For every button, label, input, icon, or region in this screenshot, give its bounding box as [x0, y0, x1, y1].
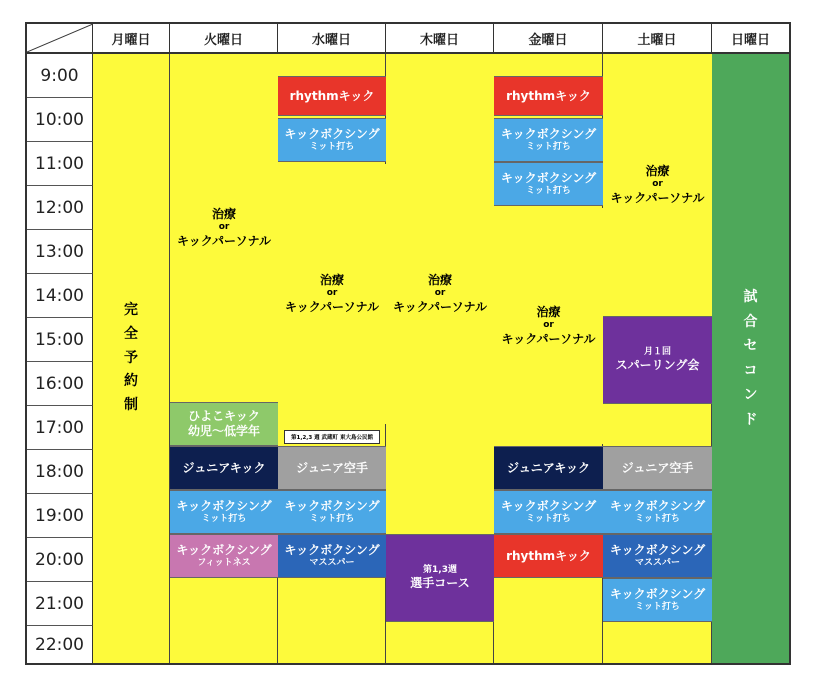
monday-char: 予: [124, 349, 138, 366]
tuesday-kickboxing-mitt-block: [170, 490, 278, 534]
wednesday-rhythm-kick-block: [278, 76, 386, 116]
block-subtitle: キックパーソナル: [501, 331, 596, 346]
time-label: 19:00: [27, 494, 93, 538]
block-subtitle: キックパーソナル: [393, 299, 487, 314]
time-label: 10:00: [27, 98, 93, 142]
block-title: ジュニアキック: [506, 460, 591, 475]
monday-column: [93, 54, 170, 663]
block-title: ジュニアキック: [182, 460, 266, 475]
sunday-char: ド: [743, 411, 758, 428]
tuesday-hiyoko-block: [170, 402, 278, 446]
wednesday-kickboxing-mitt-am-block: [278, 118, 386, 162]
wednesday-kickboxing-mitt-pm-block: [278, 490, 386, 534]
saturday-junior-karate-block: [603, 446, 712, 490]
block-subtitle: ミット打ち: [526, 141, 571, 152]
block-subtitle: ミット打ち: [526, 185, 571, 196]
tuesday-kickboxing-fitness-block: [170, 534, 278, 578]
sunday-char: ン: [743, 387, 758, 403]
header-tuesday: 火曜日: [170, 24, 278, 54]
block-title: ひよこキック: [188, 409, 260, 423]
block-subtitle: スパーリング会: [615, 358, 700, 373]
thursday-treatment-block: [386, 54, 494, 534]
sunday-char: 試: [743, 289, 758, 305]
block-title: キックボクシング: [176, 542, 272, 557]
time-label: 18:00: [27, 450, 93, 494]
header-wednesday: 水曜日: [278, 24, 386, 54]
time-label: 9:00: [27, 54, 93, 98]
friday-rhythm-kick-pm-block: [494, 534, 603, 578]
thursday-athlete-course-block: [386, 534, 494, 622]
time-label: 12:00: [27, 186, 93, 230]
monday-char: 制: [124, 397, 138, 414]
block-title: キックボクシング: [500, 126, 597, 141]
sunday-char: 合: [743, 313, 758, 330]
sunday-char: コ: [743, 362, 758, 379]
time-label: 17:00: [27, 406, 93, 450]
friday-kickboxing-mitt-1-block: [494, 118, 603, 162]
time-label: 11:00: [27, 142, 93, 186]
tuesday-treatment-block: [170, 54, 278, 402]
block-title: 治療: [645, 164, 670, 179]
block-title: 治療: [319, 273, 344, 288]
friday-treatment-block: [494, 208, 603, 444]
time-label: 16:00: [27, 362, 93, 406]
saturday-kickboxing-mitt-pm-block: [603, 490, 712, 534]
time-label: 13:00: [27, 230, 93, 274]
sunday-column: [712, 54, 789, 663]
block-or: or: [326, 288, 338, 299]
block-subtitle: ミット打ち: [635, 601, 680, 612]
header-saturday: 土曜日: [603, 24, 712, 54]
block-subtitle: 幼児〜低学年: [187, 424, 260, 438]
block-title: キックボクシング: [609, 586, 706, 601]
friday-junior-kick-block: [494, 446, 603, 490]
block-title: キックボクシング: [609, 498, 706, 513]
monday-char: 約: [124, 373, 138, 390]
weekly-schedule-grid: [25, 22, 791, 665]
block-subtitle: 選手コース: [410, 576, 470, 591]
diagonal-line-icon: [27, 24, 93, 52]
corner-cell: [27, 24, 93, 54]
block-subtitle: キックパーソナル: [285, 299, 379, 314]
header-monday: 月曜日: [93, 24, 170, 54]
saturday-kickboxing-mitt-late-block: [603, 578, 712, 622]
block-title: キックボクシング: [284, 498, 380, 513]
block-title: ジュニア空手: [621, 460, 694, 475]
time-label: 20:00: [27, 538, 93, 582]
block-title: rhythmキック: [289, 88, 375, 103]
block-title: キックボクシング: [284, 542, 380, 557]
block-subtitle: キックパーソナル: [177, 233, 271, 248]
time-label: 21:00: [27, 582, 93, 626]
wednesday-kickboxing-mass-block: [278, 534, 386, 578]
friday-kickboxing-mitt-2-block: [494, 162, 603, 206]
block-subtitle: マススパー: [309, 557, 355, 568]
block-title: 治療: [427, 273, 452, 288]
block-title: ジュニア空手: [296, 460, 368, 475]
saturday-kickboxing-mass-block: [603, 534, 712, 578]
block-title: キックボクシング: [609, 542, 706, 557]
block-or: or: [434, 288, 446, 299]
block-subtitle: キックパーソナル: [610, 190, 705, 205]
block-title: キックボクシング: [500, 170, 597, 185]
wednesday-location-note: 第1,2,3 週 武蔵町 東大島公民館: [284, 430, 380, 444]
monday-char: 完: [124, 302, 138, 318]
time-label: 14:00: [27, 274, 93, 318]
time-label: 22:00: [27, 626, 93, 663]
block-or: or: [218, 222, 230, 233]
time-label: 15:00: [27, 318, 93, 362]
block-or: or: [543, 320, 554, 331]
wednesday-junior-karate-block: [278, 446, 386, 490]
monday-char: 全: [124, 325, 138, 342]
block-title: キックボクシング: [284, 126, 380, 141]
header-friday: 金曜日: [494, 24, 603, 54]
block-title: 第1,3週: [423, 564, 457, 575]
sunday-char: セ: [743, 338, 758, 354]
friday-rhythm-kick-am-block: [494, 76, 603, 116]
block-subtitle: フィットネス: [197, 557, 251, 568]
header-thursday: 木曜日: [386, 24, 494, 54]
block-title: rhythmキック: [506, 88, 591, 103]
saturday-treatment-block: [603, 54, 712, 316]
block-subtitle: ミット打ち: [201, 513, 247, 524]
block-title: キックボクシング: [176, 498, 272, 513]
block-subtitle: ミット打ち: [635, 513, 680, 524]
block-subtitle: マススパー: [634, 557, 680, 568]
header-sunday: 日曜日: [712, 24, 789, 54]
wednesday-treatment-block: [278, 164, 386, 424]
block-title: キックボクシング: [500, 498, 597, 513]
block-title: 月１回: [643, 346, 671, 357]
block-subtitle: ミット打ち: [309, 513, 355, 524]
block-or: or: [652, 179, 663, 190]
block-subtitle: ミット打ち: [309, 141, 355, 152]
block-subtitle: ミット打ち: [526, 513, 571, 524]
friday-kickboxing-mitt-pm-block: [494, 490, 603, 534]
block-title: rhythmキック: [506, 548, 591, 563]
block-title: 治療: [536, 305, 561, 320]
block-title: 治療: [211, 207, 236, 222]
tuesday-junior-kick-block: [170, 446, 278, 490]
saturday-sparring-block: [603, 316, 712, 404]
